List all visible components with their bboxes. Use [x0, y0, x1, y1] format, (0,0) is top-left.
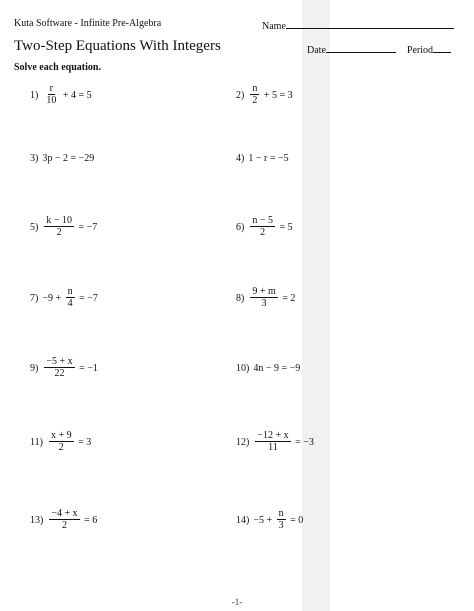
equation-rhs: = 6	[81, 514, 98, 526]
problem-item	[30, 286, 98, 310]
fraction-numerator: −5 + x	[46, 356, 73, 367]
problem-equation	[248, 153, 288, 164]
margin-strip	[302, 0, 330, 611]
equation-rhs: = 2	[279, 292, 296, 304]
problem-number: 1)	[30, 89, 39, 101]
problem-item	[30, 356, 98, 380]
fraction	[44, 356, 74, 380]
fraction-denominator: 22	[54, 368, 65, 379]
equation-rhs: = 5	[276, 221, 293, 233]
fraction	[49, 508, 79, 532]
problem-item	[30, 430, 91, 454]
fraction-numerator: n	[252, 83, 258, 94]
problem-item	[236, 83, 293, 107]
problem-equation	[248, 286, 295, 310]
equation-rhs: = −1	[76, 362, 98, 374]
equation-text: −5 +	[253, 514, 275, 526]
date-label: Date	[307, 45, 326, 56]
problem-item	[236, 286, 295, 310]
equation-text: 1 − r = −5	[248, 152, 289, 164]
problem-equation	[253, 363, 300, 374]
fraction	[44, 215, 74, 239]
fraction	[277, 508, 286, 532]
problem-equation	[248, 83, 292, 107]
problem-number: 13)	[30, 514, 44, 526]
problem-item	[30, 215, 97, 239]
problem-item	[236, 215, 293, 239]
problem-equation	[42, 153, 94, 164]
equation-rhs: = −7	[75, 221, 98, 233]
equation-rhs: = −3	[292, 436, 314, 448]
equation-text: −9 +	[42, 292, 64, 304]
fraction-numerator: −12 + x	[257, 430, 289, 441]
problem-item	[236, 356, 300, 380]
problem-equation	[248, 215, 292, 239]
fraction-denominator: 2	[58, 442, 64, 453]
fraction-numerator: x + 9	[50, 430, 72, 441]
equation-rhs: + 5 = 3	[261, 89, 293, 101]
problem-equation	[42, 83, 91, 107]
problem-number: 3)	[30, 152, 39, 164]
name-field	[262, 18, 454, 32]
name-label: Name	[262, 21, 286, 32]
problem-equation	[42, 286, 98, 310]
equation-rhs: = 0	[287, 514, 304, 526]
problem-item	[30, 83, 92, 107]
equation-text: 4n − 9 = −9	[253, 362, 301, 374]
fraction-denominator: 11	[268, 442, 278, 453]
problem-item	[236, 430, 314, 454]
problem-equation	[47, 508, 97, 532]
problem-equation	[47, 430, 91, 454]
page-title: Two-Step Equations With Integers	[14, 38, 221, 54]
fraction-denominator: 4	[67, 298, 73, 309]
fraction-denominator: 3	[278, 520, 284, 531]
problem-equation	[253, 430, 314, 454]
fraction	[44, 83, 58, 107]
problem-item	[236, 508, 303, 532]
fraction	[66, 286, 75, 310]
fraction-numerator: −4 + x	[51, 508, 78, 519]
problem-item	[30, 508, 97, 532]
problem-number: 7)	[30, 292, 39, 304]
fraction-numerator: 9 + m	[252, 286, 276, 297]
problem-equation	[42, 215, 97, 239]
date-period-field	[307, 42, 451, 56]
fraction-denominator: 3	[261, 298, 267, 309]
instructions: Solve each equation.	[14, 62, 101, 73]
publisher-label: Kuta Software - Infinite Pre-Algebra	[14, 18, 162, 29]
fraction-denominator: 2	[252, 95, 258, 106]
problem-number: 4)	[236, 152, 245, 164]
fraction-numerator: r	[49, 83, 54, 94]
problem-item	[236, 146, 289, 170]
problem-number: 8)	[236, 292, 245, 304]
problem-number: 5)	[30, 221, 39, 233]
problem-number: 2)	[236, 89, 245, 101]
fraction	[49, 430, 74, 454]
problem-number: 11)	[30, 436, 43, 448]
problem-equation	[253, 508, 303, 532]
fraction-denominator: 2	[56, 227, 62, 238]
problem-number: 14)	[236, 514, 250, 526]
date-line	[326, 42, 396, 53]
fraction	[250, 83, 259, 107]
equation-rhs: = 3	[75, 436, 92, 448]
fraction-numerator: n	[278, 508, 284, 519]
period-line	[433, 42, 451, 53]
fraction	[250, 215, 275, 239]
fraction-denominator: 2	[260, 227, 266, 238]
problem-number: 6)	[236, 221, 245, 233]
period-label: Period	[406, 45, 433, 56]
equation-rhs: + 4 = 5	[60, 89, 92, 101]
fraction-numerator: n	[67, 286, 73, 297]
problem-item	[30, 146, 94, 170]
problem-equation	[42, 356, 98, 380]
fraction-denominator: 2	[61, 520, 67, 531]
fraction-numerator: n − 5	[252, 215, 273, 226]
name-line	[286, 18, 454, 29]
problem-number: 10)	[236, 362, 250, 374]
fraction-numerator: k − 10	[46, 215, 72, 226]
problem-number: 12)	[236, 436, 250, 448]
fraction	[250, 286, 277, 310]
problem-number: 9)	[30, 362, 39, 374]
equation-text: 3p − 2 = −29	[42, 152, 95, 164]
equation-rhs: = −7	[76, 292, 98, 304]
fraction-denominator: 10	[46, 95, 57, 106]
fraction	[255, 430, 290, 454]
page-number: -1-	[231, 597, 243, 607]
